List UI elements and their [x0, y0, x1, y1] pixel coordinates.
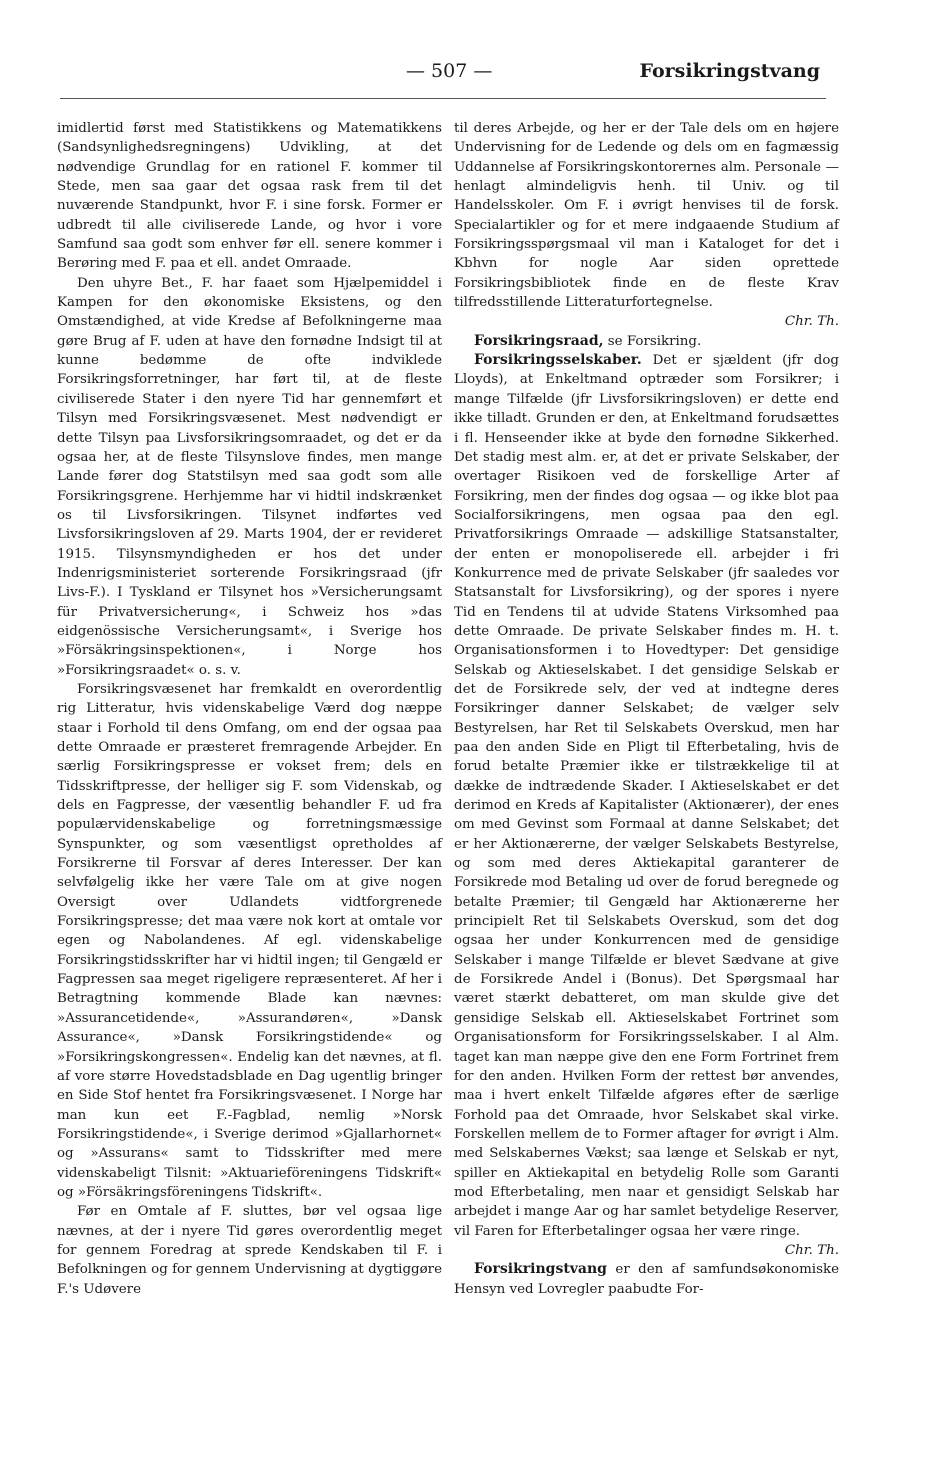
entry-headword: Forsikringsraad, — [474, 332, 604, 349]
page-number: — 507 — — [406, 60, 493, 82]
entry-headword: Forsikringstvang — [474, 1261, 607, 1278]
paragraph: imidlertid først med Statistikkens og Matematikkens (Sandsynlighedsregningens) Udvikling, at det nødvendige Grundlag for en rationel F. kommer til Stede, men saa gaar det ogsaa rask frem til det nuværende Standpunkt, hvor F. i sine forsk. Former er udbredt til alle civiliserede Lande, og hvor i vore Samfund saa godt som enhver før ell. senere kommer i Berøring med F. paa et ell. andet Omraade. — [57, 121, 442, 272]
entry-text: er den af samfundsøkonomiske Hensyn ved Lovregler paabudte For- — [454, 1262, 839, 1297]
right-column — [454, 119, 839, 1299]
paragraph: til deres Arbejde, og her er der Tale dels om en højere Undervisning for de Ledende og dels om en fagmæssig Uddannelse af Forsikringskontorernes alm. Personale — henlagt almindeligvis henh. til Univ. og til Handelsskoler. Om F. i øvrigt henvises til de forsk. Specialartikler og for et mere indgaaende Studium af Forsikringsspørgsmaal vil man i Kataloget for det i Kbhvn for nogle Aar siden oprettede Forsikringsbibliotek finde en de fleste Krav tilfredsstillende Litteraturfortegnelse. — [454, 121, 839, 311]
header-rule — [60, 98, 826, 99]
entry-forsikringsraad — [454, 332, 839, 351]
paragraph: Den uhyre Bet., F. har faaet som Hjælpemiddel i Kampen for den økonomiske Eksistens, og den Omstændighed, at vide Kredse af Befolkningerne maa gøre Brug af F. uden at have den fornødne Indsigt til at kunne bedømme de ofte indviklede Forsikringsforretninger, har ført til, at de fleste civiliserede Stater i den nyere Tid har gennemført et Tilsyn med Forsikringsvæsenet. Mest nødvendigt er dette Tilsyn paa Livsforsikringsomraadet, og det er da ogsaa her, at de fleste Tilsynslove findes, men mange Lande fører dog Statstilsyn med saa godt som alle Forsikringsgrene. Herhjemme har vi hidtil indskrænket os til Livsforsikringen. Tilsynet indførtes ved Livsforsikringsloven af 29. Marts 1904, der er revideret 1915. Tilsynsmyndigheden er hos det under Indenrigsministeriet sorterende Forsikringsraad (jfr Livs-F.). I Tyskland er Tilsynet hos »Versicherungsamt für Privatversicherung«, i Schweiz hos »das eidgenössische Versicherungsamt«, i Sverige hos »Försäkringsinspektionen«, i Norge hos »Forsikringsraadet« o. s. v. — [57, 275, 442, 678]
entry-headword: Forsikringsselskaber. — [474, 352, 642, 369]
left-column — [57, 119, 442, 1299]
entry-forsikringsselskaber — [454, 351, 839, 1241]
entry-text: se Forsikring. — [607, 333, 702, 349]
entry-text: Det er sjældent (jfr dog Lloyds), at Enkeltmand optræder som Forsikrer; i mange Tilfælde (jfr Livsforsikringsloven) er dette end ikke tilladt. Grunden er den, at Enkeltmand forudsættes i fl. Henseender ikke at byde den fornødne Sikkerhed. Det stadig mest alm. er, at det er private Selskaber, der overtager Risikoen ved de forskellige Arter af Forsikring, men der findes dog ogsaa — og ikke blot paa Socialforsikringens, men ogsaa paa den egl. Privatforsikrings Omraade — adskillige Statsanstalter, der enten er monopoliserede ell. arbejder i fri Konkurrence med de private Selskaber (jfr saaledes vor Statsanstalt for Livsforsikring), og der spores i nyere Tid en Tendens til at udvide Statens Virksomhed paa dette Omraade. De private Selskaber findes m. H. t. Organisationsformen i to Hovedtyper: Det gensidige Selskab og Aktieselskabet. I det gensidige Selskab er det de Forsikrede selv, der ved at indtegne deres Forsikringer danner Selskabet; de vælger selv Bestyrelsen, har Ret til Selskabets Overskud, men har paa den anden Side en Pligt til Efterbetaling, hvis de forud betalte Præmier ikke er tilstrækkelige til at dække de indtrædende Skader. I Aktieselskabet er det derimod en Kreds af Kapitalister (Aktionærer), der enes om med Gevinst som Formaal at danne Selskabet; det er her Aktionærerne, der vælger Selskabets Bestyrelse, og som med deres Aktiekapital garanterer de Forsikrede mod Betaling ud over de forud beregnede og betalte Præmier; til Gengæld har Aktionærerne her principielt Ret til Selskabets Overskud, som det dog ogsaa her under Konkurrencen med de gensidige Selskaber i mange Tilfælde er blevet Sædvane at give de Forsikrede Andel i (Bonus). Det Spørgsmaal har været stærkt debatteret, om man skulde give det gensidige Selskab ell. Aktieselskabet Fortrinet som Organisationsform for Forsikringsselskaber. I al Alm. taget kan man næppe give den ene Form Fortrinet frem for den anden. Hvilken Form der rettest bør anvendes, maa i hvert enkelt Tilfælde afgøres efter de særlige Forhold paa det Omraade, hvor Selskabet skal virke. Forskellen mellem de to Former aftager for øvrigt i Alm. med Selskabernes Vækst; saa længe et Selskab er nyt, spiller en Aktiekapital en betydelig Rolle som Garanti mod Efterbetaling, men naar et gensidigt Selskab har arbejdet i mange Aar og har samlet betydelige Reserver, vil Faren for Efterbetalinger ogsaa her være ringe. — [454, 353, 839, 1239]
signature: Chr. Th. — [784, 314, 839, 330]
running-head: Forsikringstvang — [639, 60, 820, 82]
signature: Chr. Th. — [784, 1242, 839, 1258]
paragraph: Før en Omtale af F. sluttes, bør vel ogsaa lige nævnes, at der i nyere Tid gøres overordentlig meget for gennem Foredrag at sprede Kendskaben til F. i Befolkningen og for gennem Undervisning at dygtiggøre F.'s Udøvere — [57, 1204, 442, 1297]
page-header — [60, 60, 820, 90]
entry-forsikringstvang — [454, 1260, 839, 1299]
paragraph: Forsikringsvæsenet har fremkaldt en overordentlig rig Litteratur, hvis videnskabelige Værd dog næppe staar i Forhold til dens Omfang, om end der ogsaa paa dette Omraade er præsteret fremragende Arbejder. En særlig Forsikringspresse er vokset frem; dels en Tidsskriftpresse, der helliger sig F. som Videnskab, og dels en Fagpresse, der væsentlig behandler F. ud fra populærvidenskabelige og forretningsmæssige Synspunkter, og som væsentligst opretholdes af Forsikrerne til Forsvar af deres Interesser. Der kan selvfølgelig ikke her være Tale om at give nogen Oversigt over Udlandets vidtforgrenede Forsikringspresse; det maa være nok kort at omtale vor egen og Nabolandenes. Af egl. videnskabelige Forsikringstidsskrifter har vi hidtil ingen; til Gengæld er Fagpressen saa meget rigeligere repræsenteret. Af her i Betragtning kommende Blade kan nævnes: »Assurancetidende«, »Assurandøren«, »Dansk Assurance«, »Dansk Forsikringstidende« og »Forsikringskongressen«. Endelig kan det nævnes, at fl. af vore større Hovedstadsblade en Dag ugentlig bringer en Side Stof hentet fra Forsikringsvæsenet. I Norge har man kun eet F.-Fagblad, nemlig »Norsk Forsikringstidende«, i Sverige derimod »Gjallarhornet« og »Assurans« samt to Tidsskrifter med mere videnskabeligt Tilsnit: »Aktuarieföreningens Tidskrift« og »Försäkringsföreningens Tidskrift«. — [57, 681, 442, 1200]
